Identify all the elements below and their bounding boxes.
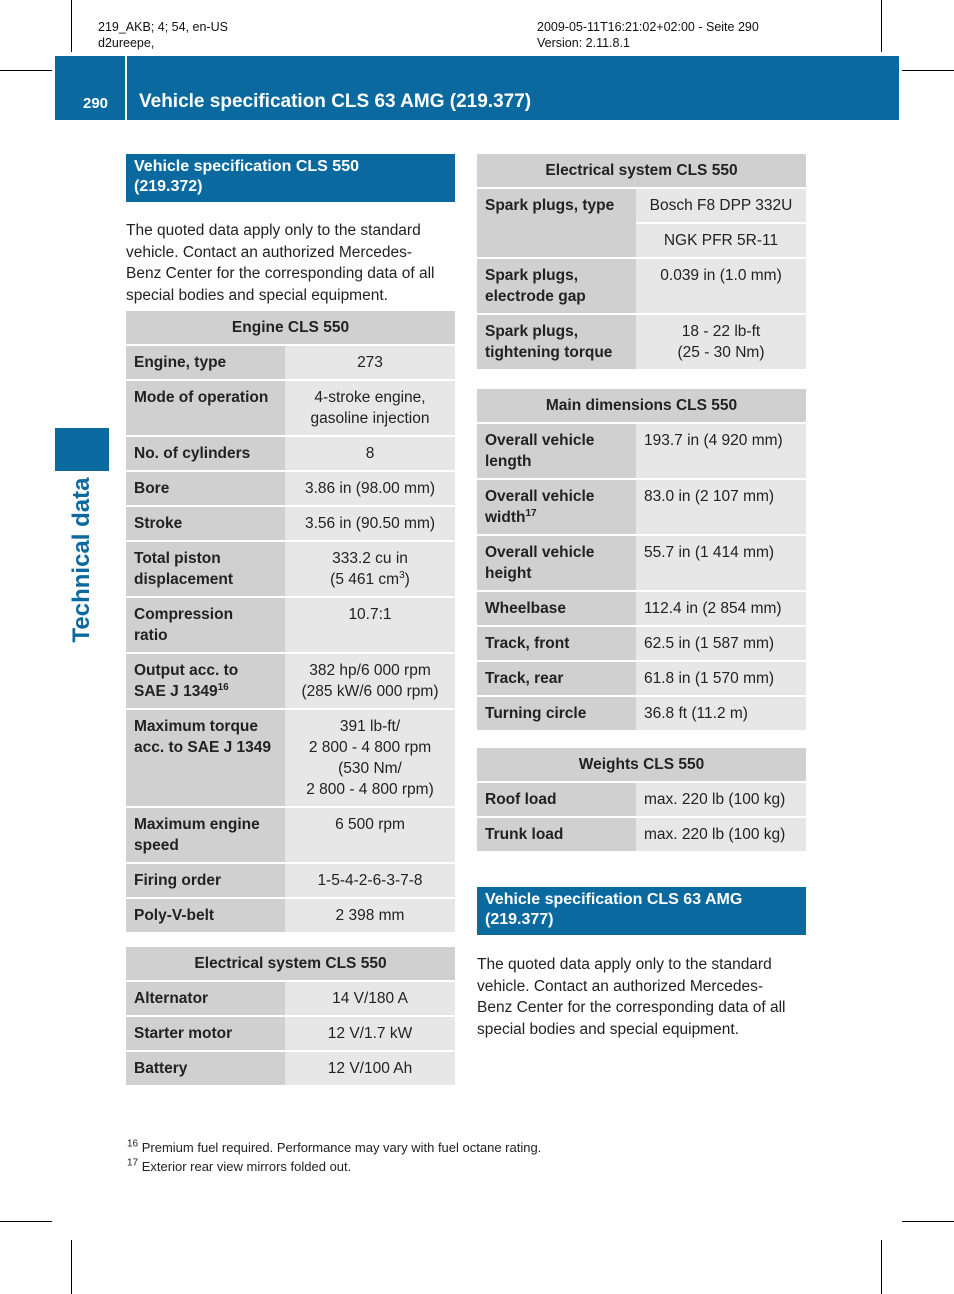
table-row bbox=[126, 471, 455, 506]
spec-label bbox=[477, 782, 636, 817]
heading-line: Vehicle specification CLS 550 bbox=[134, 158, 359, 175]
spec-label bbox=[477, 535, 636, 591]
cell-line: 112.4 in (2 854 mm) bbox=[644, 600, 782, 617]
spec-label bbox=[126, 597, 285, 653]
table-row bbox=[126, 345, 455, 380]
para-line: The quoted data apply only to the standard bbox=[477, 956, 772, 973]
meta-line: d2ureepe, bbox=[98, 36, 155, 50]
cell-line: 391 lb-ft/ bbox=[339, 718, 401, 735]
header-divider bbox=[125, 56, 127, 120]
spec-value bbox=[285, 1016, 455, 1051]
spec-label bbox=[126, 981, 285, 1016]
cell-line: acc. to SAE J 1349 bbox=[134, 739, 271, 756]
cell-line: Overall vehicle bbox=[485, 488, 595, 505]
footnote-number: 16 bbox=[127, 1138, 139, 1150]
page-number: 290 bbox=[83, 95, 109, 112]
spec-label bbox=[126, 506, 285, 541]
crop-mark bbox=[0, 1221, 52, 1222]
cell-line: 2 398 mm bbox=[335, 907, 405, 924]
table-row bbox=[126, 380, 455, 436]
table-row bbox=[126, 436, 455, 471]
cell-line: Spark plugs, bbox=[485, 323, 579, 340]
spec-label bbox=[477, 817, 636, 852]
table-row bbox=[126, 807, 455, 863]
meta-line: 2009-05-11T16:21:02+02:00 - Seite 290 bbox=[537, 20, 759, 34]
cell-line: Mode of operation bbox=[134, 389, 269, 406]
spec-label bbox=[477, 314, 636, 370]
cell-line: 61.8 in (1 570 mm) bbox=[644, 670, 775, 687]
heading-line: (219.372) bbox=[134, 178, 203, 195]
spec-label bbox=[126, 471, 285, 506]
spec-value bbox=[636, 535, 806, 591]
heading-line: Vehicle specification CLS 63 AMG bbox=[485, 891, 743, 908]
cell-line: gasoline injection bbox=[310, 410, 430, 427]
footnote-text: Exterior rear view mirrors folded out. bbox=[138, 1159, 352, 1174]
spec-label bbox=[477, 696, 636, 731]
cell-tail: ) bbox=[404, 571, 410, 588]
cell-line: Overall vehicle bbox=[485, 544, 595, 561]
footnote-number: 17 bbox=[127, 1157, 139, 1169]
cell-line: ratio bbox=[134, 627, 168, 644]
table-row bbox=[477, 661, 806, 696]
cell-line: 3.56 in (90.50 mm) bbox=[304, 515, 436, 532]
spec-label bbox=[477, 188, 636, 258]
crop-mark bbox=[902, 1221, 954, 1222]
table-row bbox=[126, 506, 455, 541]
table-row bbox=[126, 709, 455, 807]
footnote bbox=[127, 1157, 351, 1176]
spec-label bbox=[126, 380, 285, 436]
table-row bbox=[126, 898, 455, 933]
cell-line: Firing order bbox=[134, 872, 221, 889]
cell-line: Maximum engine bbox=[134, 816, 260, 833]
cell-line: Roof load bbox=[485, 791, 557, 808]
footnote-text: Premium fuel required. Performance may vary with fuel octane rating. bbox=[138, 1140, 542, 1155]
spec-value bbox=[636, 188, 806, 223]
table-row bbox=[477, 626, 806, 661]
spec-value bbox=[636, 626, 806, 661]
cell-line: No. of cylinders bbox=[134, 445, 251, 462]
dimensions-spec-table bbox=[477, 389, 806, 732]
cell-line: width bbox=[485, 509, 526, 526]
para-line: Benz Center for the corresponding data of all bbox=[477, 999, 786, 1016]
cell-line: max. 220 lb (100 kg) bbox=[644, 791, 786, 808]
crop-mark bbox=[902, 70, 954, 71]
crop-mark bbox=[71, 0, 72, 52]
cell-line: tightening torque bbox=[485, 344, 613, 361]
cell-line: Trunk load bbox=[485, 826, 564, 843]
cell-line: 2 800 - 4 800 rpm) bbox=[306, 781, 434, 798]
crop-mark bbox=[881, 0, 882, 52]
cell-line: 4-stroke engine, bbox=[314, 389, 426, 406]
table-row bbox=[126, 541, 455, 597]
spec-value bbox=[636, 479, 806, 535]
para-line: special bodies and special equipment. bbox=[477, 1020, 739, 1038]
cell-line: 62.5 in (1 587 mm) bbox=[644, 635, 775, 652]
value-line: Bosch F8 DPP 332U bbox=[649, 197, 793, 214]
cell-line: displacement bbox=[134, 571, 234, 588]
spec-label bbox=[477, 626, 636, 661]
cell-line: 333.2 cu in bbox=[332, 550, 408, 567]
spec-value bbox=[285, 345, 455, 380]
spec-value bbox=[636, 591, 806, 626]
cell-line: length bbox=[485, 453, 532, 470]
spec-label bbox=[477, 423, 636, 479]
cell-line: Output acc. to bbox=[134, 662, 239, 679]
spec-value bbox=[636, 423, 806, 479]
spec-value bbox=[285, 436, 455, 471]
engine-spec-table bbox=[126, 311, 455, 934]
electrical-spec-table bbox=[126, 947, 455, 1087]
weights-spec-table bbox=[477, 748, 806, 853]
print-meta-left bbox=[98, 19, 228, 51]
cell-line: Engine, type bbox=[134, 354, 227, 371]
spec-label bbox=[126, 541, 285, 597]
cell-line: 10.7:1 bbox=[348, 606, 392, 623]
heading-line: (219.377) bbox=[485, 911, 554, 928]
spec-value bbox=[285, 863, 455, 898]
cell-line: Compression bbox=[134, 606, 234, 623]
cell-line: max. 220 lb (100 kg) bbox=[644, 826, 786, 843]
meta-line: 219_AKB; 4; 54, en-US bbox=[98, 20, 228, 34]
cell-line: 6 500 rpm bbox=[335, 816, 405, 833]
page-title: Vehicle specification CLS 63 AMG (219.377) bbox=[139, 91, 532, 112]
cell-line: Spark plugs, bbox=[485, 267, 579, 284]
spec-label bbox=[126, 709, 285, 807]
spec-value bbox=[636, 782, 806, 817]
spec-value bbox=[636, 817, 806, 852]
table-row bbox=[126, 1051, 455, 1086]
spec-label bbox=[477, 661, 636, 696]
table-row bbox=[126, 653, 455, 709]
para-line: vehicle. Contact an authorized Mercedes- bbox=[477, 977, 764, 995]
cell-line: 2 800 - 4 800 rpm bbox=[308, 739, 432, 756]
cell-line: SAE J 1349 bbox=[134, 683, 218, 700]
table-row bbox=[477, 817, 806, 852]
spec-value bbox=[636, 314, 806, 370]
cell-line: Stroke bbox=[134, 515, 183, 532]
table-title: Electrical system CLS 550 bbox=[126, 947, 455, 981]
cell-line: (285 kW/6 000 rpm) bbox=[301, 683, 439, 700]
cell-line: height bbox=[485, 565, 532, 582]
table-title: Main dimensions CLS 550 bbox=[477, 389, 806, 423]
cell-line: 55.7 in (1 414 mm) bbox=[644, 544, 775, 561]
table-row bbox=[126, 597, 455, 653]
cell-line: 12 V/1.7 kW bbox=[327, 1025, 413, 1042]
spec-label bbox=[126, 863, 285, 898]
cell-line: Total piston bbox=[134, 550, 221, 567]
spec-value bbox=[636, 258, 806, 314]
cell-line: electrode gap bbox=[485, 288, 586, 305]
table-row bbox=[126, 1016, 455, 1051]
spec-value bbox=[636, 223, 806, 258]
cell-line: 83.0 in (2 107 mm) bbox=[644, 488, 775, 505]
para-line: vehicle. Contact an authorized Mercedes- bbox=[126, 243, 413, 261]
value-line: NGK PFR 5R-11 bbox=[663, 232, 779, 249]
cell-line: 273 bbox=[357, 354, 383, 371]
cell-line: Wheelbase bbox=[485, 600, 566, 617]
spec-value bbox=[285, 380, 455, 436]
spec-value bbox=[285, 898, 455, 933]
spec-value bbox=[285, 471, 455, 506]
table-row bbox=[477, 314, 806, 370]
table-title: Weights CLS 550 bbox=[477, 748, 806, 782]
table-row bbox=[477, 258, 806, 314]
superscript: 17 bbox=[525, 507, 537, 519]
section-paragraph bbox=[477, 954, 812, 1040]
cell-line: 1-5-4-2-6-3-7-8 bbox=[317, 872, 423, 889]
table-title: Engine CLS 550 bbox=[126, 311, 455, 345]
spec-label bbox=[126, 653, 285, 709]
print-meta-right bbox=[537, 19, 759, 51]
table-title: Electrical system CLS 550 bbox=[477, 154, 806, 188]
cell-line: (530 Nm/ bbox=[338, 760, 402, 777]
spec-value bbox=[285, 653, 455, 709]
cell-line: 8 bbox=[365, 445, 375, 462]
meta-line: Version: 2.11.8.1 bbox=[537, 36, 630, 50]
cell-line: Poly-V-belt bbox=[134, 907, 215, 924]
cell-line: (5 461 cm bbox=[330, 571, 400, 588]
spec-label bbox=[126, 436, 285, 471]
section-paragraph bbox=[126, 220, 461, 306]
superscript: 3 bbox=[399, 569, 405, 581]
table-row bbox=[477, 423, 806, 479]
cell-line: Track, rear bbox=[485, 670, 564, 687]
crop-mark bbox=[71, 1240, 72, 1294]
table-row bbox=[477, 782, 806, 817]
spec-label bbox=[126, 345, 285, 380]
chapter-label: Technical data bbox=[68, 477, 95, 643]
cell-line: 36.8 ft (11.2 m) bbox=[644, 705, 748, 722]
spec-label bbox=[477, 258, 636, 314]
spec-value bbox=[285, 1051, 455, 1086]
cell-line: 18 - 22 lb-ft bbox=[681, 323, 761, 340]
chapter-tab bbox=[55, 428, 109, 471]
cell-line: 193.7 in (4 920 mm) bbox=[644, 432, 783, 449]
electrical-spec-table-2 bbox=[477, 154, 806, 371]
cell-line: Alternator bbox=[134, 990, 209, 1007]
spec-value bbox=[285, 981, 455, 1016]
spec-label bbox=[126, 1051, 285, 1086]
cell-line: 382 hp/6 000 rpm bbox=[309, 662, 431, 679]
cell-line: Bore bbox=[134, 480, 170, 497]
spec-value bbox=[636, 696, 806, 731]
cell-line: Battery bbox=[134, 1060, 188, 1077]
spec-value bbox=[636, 661, 806, 696]
cell-line: 14 V/180 A bbox=[332, 990, 408, 1007]
cell-line: Maximum torque bbox=[134, 718, 259, 735]
footnote bbox=[127, 1138, 541, 1157]
spec-label bbox=[126, 807, 285, 863]
para-line: special bodies and special equipment. bbox=[126, 286, 388, 304]
table-row bbox=[477, 535, 806, 591]
spec-value bbox=[285, 807, 455, 863]
page-header bbox=[55, 56, 899, 120]
cell-line: (25 - 30 Nm) bbox=[677, 344, 765, 361]
para-line: Benz Center for the corresponding data of all bbox=[126, 265, 435, 282]
table-row bbox=[477, 696, 806, 731]
spec-label bbox=[126, 1016, 285, 1051]
cell-line: Overall vehicle bbox=[485, 432, 595, 449]
spec-label bbox=[477, 591, 636, 626]
spec-label bbox=[477, 479, 636, 535]
cell-line: Starter motor bbox=[134, 1025, 233, 1042]
cell-line: 12 V/100 Ah bbox=[327, 1060, 413, 1077]
spec-value bbox=[285, 541, 455, 597]
table-row bbox=[477, 591, 806, 626]
crop-mark bbox=[881, 1240, 882, 1294]
superscript: 16 bbox=[217, 681, 229, 693]
spec-value bbox=[285, 506, 455, 541]
table-row bbox=[126, 981, 455, 1016]
crop-mark bbox=[0, 70, 52, 71]
cell-line: Track, front bbox=[485, 635, 570, 652]
table-row bbox=[477, 479, 806, 535]
label-line: Spark plugs, type bbox=[485, 197, 615, 214]
cell-line: speed bbox=[134, 837, 179, 854]
spec-value bbox=[285, 709, 455, 807]
cell-line: 3.86 in (98.00 mm) bbox=[304, 480, 436, 497]
section-heading bbox=[126, 154, 455, 202]
spec-value bbox=[285, 597, 455, 653]
spec-label bbox=[126, 898, 285, 933]
cell-line: 0.039 in (1.0 mm) bbox=[660, 267, 782, 284]
table-row bbox=[126, 863, 455, 898]
cell-line: Turning circle bbox=[485, 705, 587, 722]
para-line: The quoted data apply only to the standard bbox=[126, 222, 421, 239]
section-heading bbox=[477, 887, 806, 935]
